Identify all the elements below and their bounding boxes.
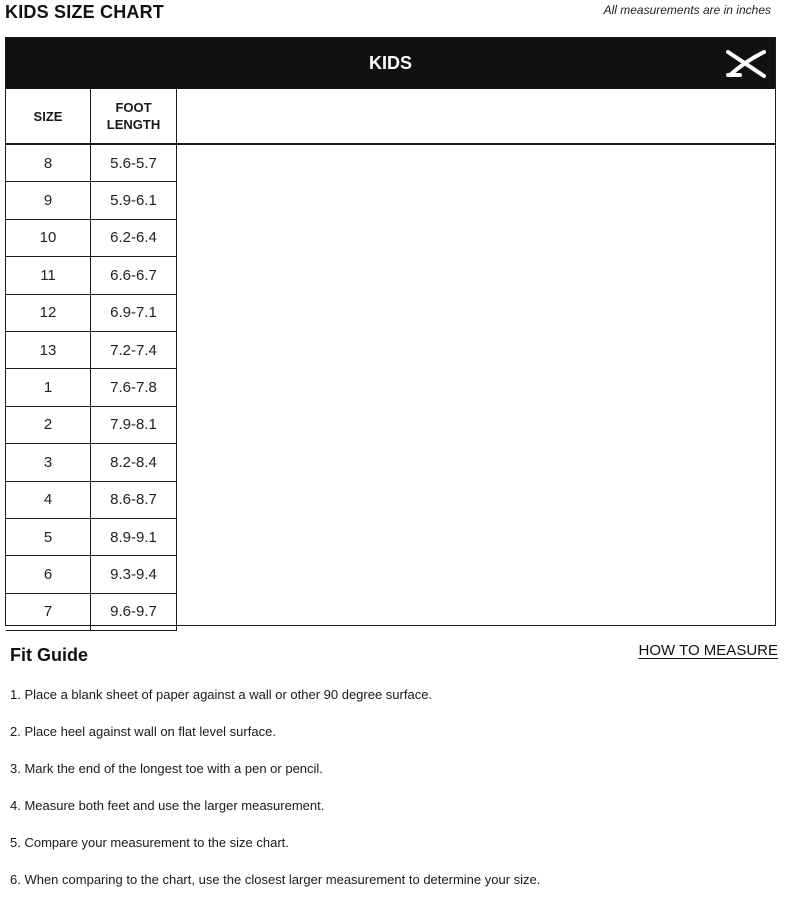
size-table-body: [6, 144, 177, 631]
fit-guide-title: Fit Guide: [10, 645, 88, 665]
table-row: [6, 444, 177, 481]
foot-length-cell: 7.9-8.1: [91, 406, 177, 443]
size-cell: 10: [6, 219, 91, 256]
table-row: [6, 144, 177, 182]
foot-length-cell: 5.9-6.1: [91, 182, 177, 219]
page-title: KIDS SIZE CHART: [5, 2, 165, 22]
table-row: [6, 593, 177, 630]
table-row: [6, 182, 177, 219]
table-row: [6, 556, 177, 593]
size-cell: 6: [6, 556, 91, 593]
size-chart: [5, 37, 776, 626]
table-row: [6, 518, 177, 555]
size-cell: 12: [6, 294, 91, 331]
foot-length-cell: 8.2-8.4: [91, 444, 177, 481]
size-cell: 3: [6, 444, 91, 481]
table-row: [6, 369, 177, 406]
foot-length-cell: 6.2-6.4: [91, 219, 177, 256]
foot-length-cell: 6.6-6.7: [91, 257, 177, 294]
size-cell: 13: [6, 331, 91, 368]
chart-banner: [6, 38, 775, 89]
table-row: [6, 219, 177, 256]
foot-length-cell: 8.6-8.7: [91, 481, 177, 518]
size-cell: 11: [6, 257, 91, 294]
chart-banner-title: KIDS: [368, 53, 412, 73]
fit-guide-step: 6. When comparing to the chart, use the closest larger measurement to determine your size.: [10, 872, 541, 887]
foot-length-cell: 7.2-7.4: [91, 331, 177, 368]
table-row: [6, 294, 177, 331]
table-row: [6, 481, 177, 518]
header-divider: [176, 143, 775, 145]
size-cell: 9: [6, 182, 91, 219]
table-header-row: [6, 89, 177, 144]
size-cell: 1: [6, 369, 91, 406]
foot-length-cell: 7.6-7.8: [91, 369, 177, 406]
brand-x-logo-icon: [726, 48, 766, 80]
foot-length-cell: 9.6-9.7: [91, 593, 177, 630]
foot-length-cell: 9.3-9.4: [91, 556, 177, 593]
fit-guide-step: 3. Mark the end of the longest toe with a pen or pencil.: [10, 761, 323, 776]
table-row: [6, 331, 177, 368]
fit-guide-step: 1. Place a blank sheet of paper against a wall or other 90 degree surface.: [10, 687, 433, 702]
size-cell: 7: [6, 593, 91, 630]
column-header-foot-length: [91, 89, 177, 144]
units-note: All measurements are in inches: [603, 3, 771, 17]
column-header-foot-length-text: FOOT LENGTH: [106, 100, 161, 132]
column-header-size: SIZE: [6, 89, 91, 144]
size-table: [6, 89, 177, 631]
size-cell: 8: [6, 144, 91, 182]
foot-length-cell: 6.9-7.1: [91, 294, 177, 331]
fit-guide-steps: [10, 687, 540, 909]
table-row: [6, 406, 177, 443]
how-to-measure-link[interactable]: HOW TO MEASURE: [638, 642, 778, 659]
foot-length-cell: 8.9-9.1: [91, 518, 177, 555]
size-cell: 4: [6, 481, 91, 518]
table-row: [6, 257, 177, 294]
fit-guide-step: 5. Compare your measurement to the size chart.: [10, 835, 289, 850]
size-cell: 2: [6, 406, 91, 443]
fit-guide-step: 2. Place heel against wall on flat level surface.: [10, 724, 276, 739]
foot-length-cell: 5.6-5.7: [91, 144, 177, 182]
fit-guide-step: 4. Measure both feet and use the larger measurement.: [10, 798, 325, 813]
size-cell: 5: [6, 518, 91, 555]
